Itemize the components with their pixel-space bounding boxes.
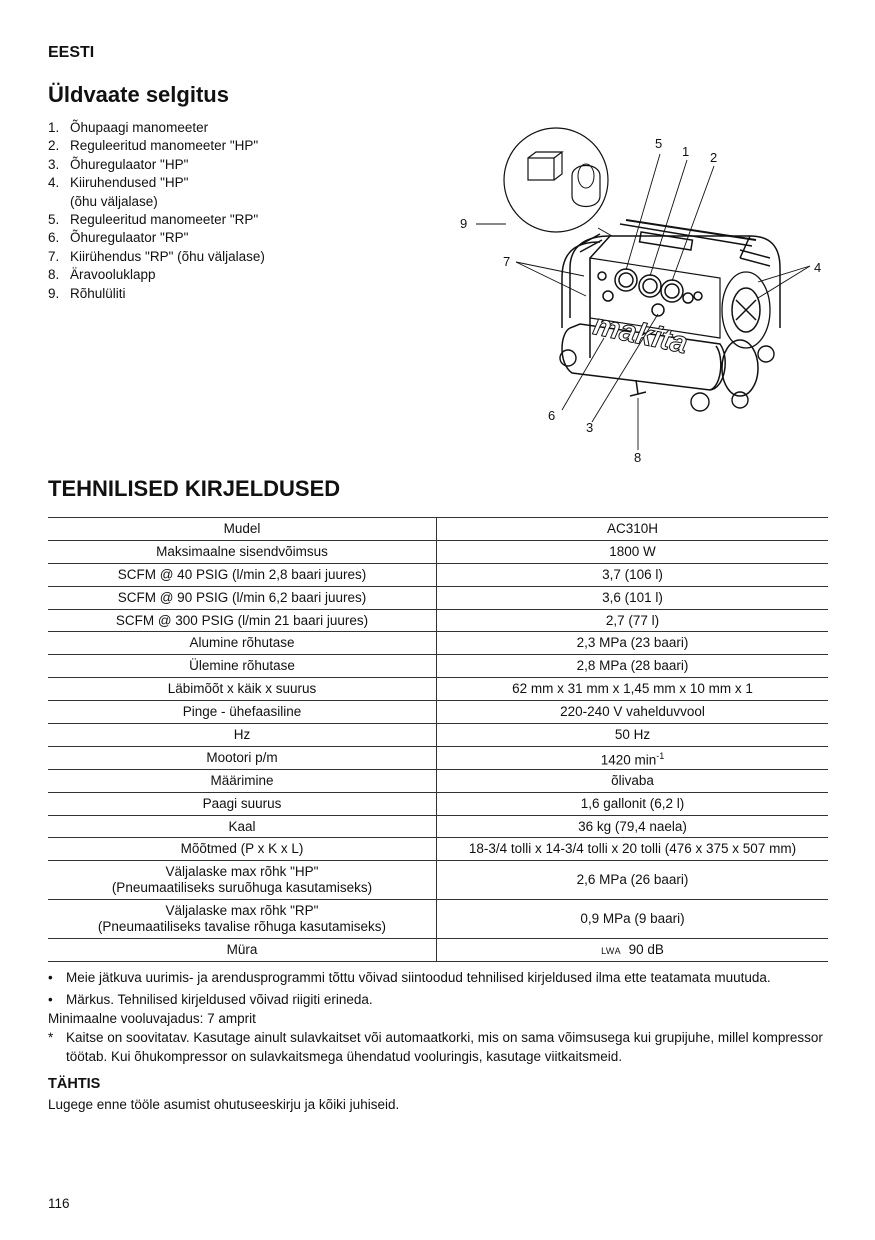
table-row: Ülemine rõhutase 2,8 MPa (28 baari) [48,655,828,678]
specs-title: TEHNILISED KIRJELDUSED [48,476,341,501]
table-row: SCFM @ 300 PSIG (l/min 21 baari juures) 2,7 (77 l) [48,609,828,632]
important-text: Lugege enne tööle asumist ohutuseeskirju ja kõiki juhiseid. [48,1097,400,1112]
fuse-note: * Kaitse on soovitatav. Kasutage ainult sulavkaitset või automaatkorki, mis on sama võimsusega kui grupijuhe, millel kompressor töötab. Kui õhukompressor on sulavkaitsmega ühendatud vooluringis, kasutage viitkaitsmeid. [48,1030,823,1064]
callout-1: 1 [682,144,690,159]
note-item: • Märkus. Tehnilised kirjeldused võivad riigiti erineda. [48,992,373,1007]
table-row: Pinge - ühefaasiline 220-240 V vahelduvvool [48,701,828,724]
callout-7: 7 [503,254,511,269]
table-row: Maksimaalne sisendvõimsus 1800 W [48,540,828,563]
callout-9: 9 [460,216,468,231]
table-row: Väljalaske max rõhk "HP" (Pneumaatiliseks suruõhuga kasutamiseks) 2,6 MPa (26 baari) [48,861,828,900]
table-row: SCFM @ 40 PSIG (l/min 2,8 baari juures) 3,7 (106 l) [48,563,828,586]
list-item: 3. Õhuregulaator "HP" [48,156,189,172]
list-item: 5. Reguleeritud manomeeter "RP" [48,212,259,228]
table-row: Mootori p/m 1420 $\min^{-1}$ [48,746,828,769]
min-current: Minimaalne vooluvajadus: 7 amprit [48,1011,256,1026]
note-item: • Meie jätkuva uurimis- ja arendusprogrammi tõttu võivad siintoodud tehnilised kirjeldused ilma ette teatamata muutuda. [48,970,771,985]
important-title: TÄHTIS [48,1076,101,1092]
language-heading: EESTI [48,44,95,61]
list-item: (õhu väljalase) [70,193,158,209]
notes-section [48,968,838,1066]
callout-3: 3 [586,420,594,435]
table-row: Määrimine õlivaba [48,769,828,792]
overview-title: Üldvaate selgitus [48,82,229,107]
callout-5: 5 [655,136,663,151]
table-row: Mõõtmed (P x K x L) 18-3/4 tolli x 14-3/4 tolli x 20 tolli (476 x 375 x 507 mm) [48,838,828,861]
page-number: 116 [48,1196,70,1211]
table-row: Alumine rõhutase 2,3 MPa (23 baari) [48,632,828,655]
table-row: Läbimõõt x käik x suurus 62 mm x 31 mm x 1,45 mm x 10 mm x 1 [48,678,828,701]
list-item: 7. Kiirühendus "RP" (õhu väljalase) [48,248,265,264]
brand-logo: makita [590,308,691,361]
compressor-body [560,220,780,411]
compressor-illustration [440,118,840,478]
table-row: Paagi suurus 1,6 gallonit (6,2 l) [48,792,828,815]
table-row: Mudel AC310H [48,518,828,541]
list-item: 2. Reguleeritud manomeeter "HP" [48,138,259,154]
pressure-switch-detail [504,128,608,232]
table-row: Hz 50 Hz [48,724,828,747]
callout-4: 4 [814,260,822,275]
callout-2: 2 [710,150,718,165]
list-item: 6. Õhuregulaator "RP" [48,230,189,246]
callout-8: 8 [634,450,642,465]
parts-list [48,119,265,303]
list-item: 1. Õhupaagi manomeeter [48,120,209,135]
table-row: Müra LWA 90 dB [48,939,828,962]
list-item: 8. Äravooluklapp [48,267,156,283]
list-item: 9. Rõhulüliti [48,285,126,301]
specs-table [48,517,828,962]
table-row: Väljalaske max rõhk "RP" (Pneumaatiliseks tavalise rõhuga kasutamiseks) 0,9 MPa (9 baari) [48,900,828,939]
list-item: 4. Kiiruhendused "HP" [48,175,189,191]
table-row: Kaal 36 kg (79,4 naela) [48,815,828,838]
table-row: SCFM @ 90 PSIG (l/min 6,2 baari juures) 3,6 (101 l) [48,586,828,609]
callout-6: 6 [548,408,556,423]
